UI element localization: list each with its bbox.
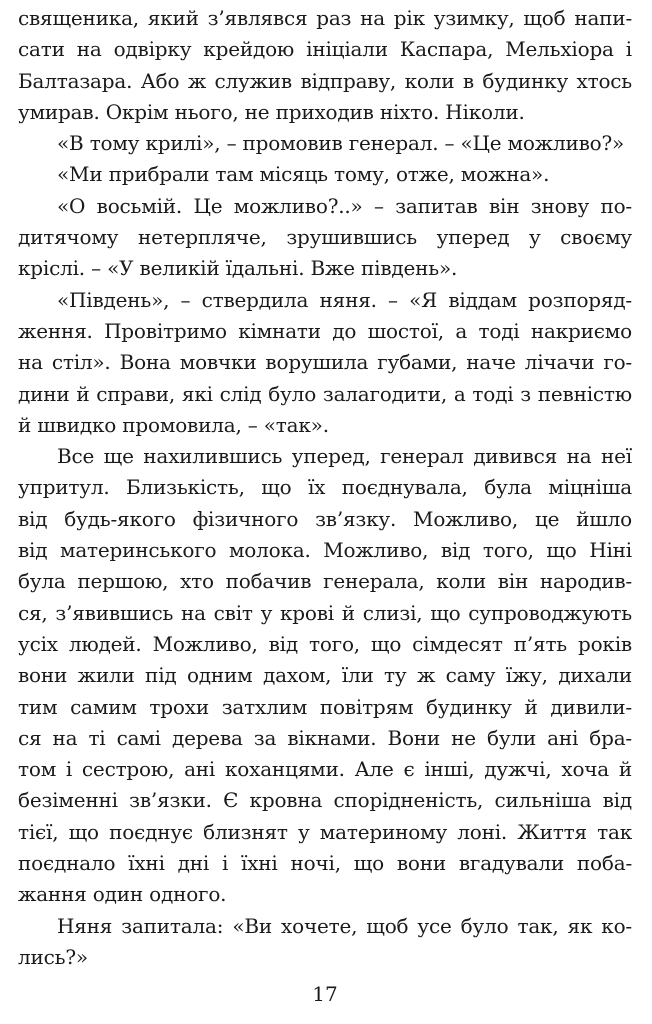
text-line: том і сестрою, ані коханцями. Але є інші, дужчі, хоча й xyxy=(18,757,632,782)
book-page xyxy=(18,0,632,1024)
text-line: жання один одного. xyxy=(18,882,227,907)
text-line: поєднало їхні дні і їхні ночі, що вони вгадували поба- xyxy=(18,851,632,876)
text-line: на стіл». Вона мовчки ворушила губами, наче лічачи го- xyxy=(18,350,632,375)
text-line: безіменні зв’язки. Є кровна спорідненість, сильніша від xyxy=(18,788,632,813)
text-line: тієї, що поєднує близнят у материному лоні. Життя так xyxy=(18,819,632,844)
text-line: Балтазара. Або ж служив відправу, коли в будинку хтось xyxy=(18,68,632,93)
text-line: умирав. Окрім нього, не приходив ніхто. Ніколи. xyxy=(18,99,525,124)
text-line: ся, з’явившись на світ у крові й слизі, що супроводжують xyxy=(18,600,632,625)
text-line: від будь-якого фізичного зв’язку. Можливо, це йшло xyxy=(18,506,632,531)
text-line: ження. Провітримо кімнати до шостої, а тоді накриємо xyxy=(18,318,632,343)
text-line: упритул. Близькість, що їх поєднувала, була міцніша xyxy=(18,475,632,500)
text-line: «Південь», – ствердила няня. – «Я віддам розпоряд- xyxy=(57,287,632,312)
text-line: кріслі. – «У великій їдальні. Вже південь». xyxy=(18,256,458,281)
text-line: усіх людей. Можливо, від того, що сімдесят п’ять років xyxy=(18,631,632,656)
text-line: дини й справи, які слід було залагодити, а тоді з певністю xyxy=(18,381,632,406)
text-line: вони жили під одним дахом, їли ту ж саму їжу, дихали xyxy=(18,663,632,688)
text-line: «О восьмій. Це можливо?..» – запитав він знову по- xyxy=(57,193,632,218)
text-line: ся на ті самі дерева за вікнами. Вони не були ані бра- xyxy=(18,725,632,750)
page-number: 17 xyxy=(312,982,338,1006)
text-line: сати на одвірку крейдою ініціали Каспара, Мельхіора і xyxy=(18,37,632,62)
text-line: Няня запитала: «Ви хочете, щоб усе було так, як ко- xyxy=(57,913,632,938)
text-line: від материнського молока. Можливо, від того, що Ніні xyxy=(18,538,632,563)
text-line: була першою, хто побачив генерала, коли він народив- xyxy=(18,569,632,594)
text-line: «Ми прибрали там місяць тому, отже, можна». xyxy=(57,162,550,187)
text-line: лись?» xyxy=(18,944,88,969)
text-line: дитячому нетерпляче, зрушившись уперед у своєму xyxy=(18,225,632,250)
body-text xyxy=(18,3,632,973)
text-line: Все ще нахилившись уперед, генерал дивився на неї xyxy=(57,444,632,469)
text-line: «В тому крилі», – промовив генерал. – «Це можливо?» xyxy=(57,131,625,156)
text-line: священика, який з’являвся раз на рік узимку, щоб напи- xyxy=(18,6,632,30)
text-line: й швидко промовила, – «так». xyxy=(18,412,329,437)
text-line: тим самим трохи затхлим повітрям будинку й дивили- xyxy=(18,694,632,719)
